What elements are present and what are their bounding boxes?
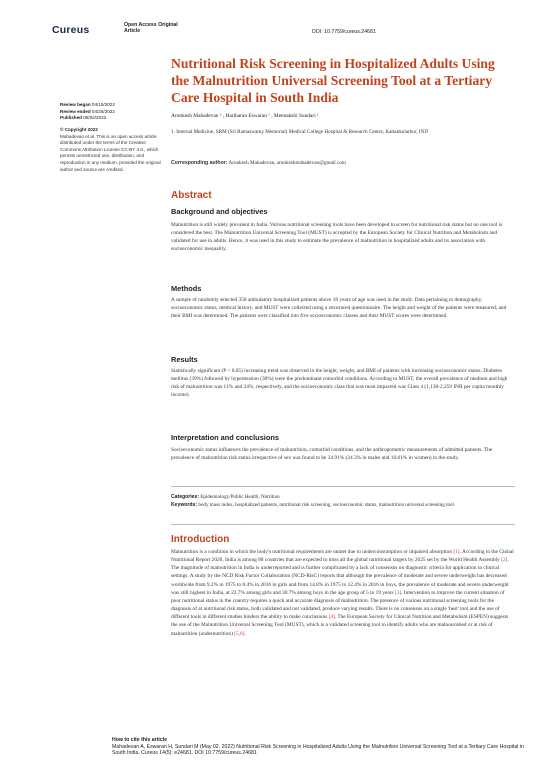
review-ended-date: 04/25/2022 — [91, 108, 115, 114]
reference-5-6-link[interactable]: [5,6] — [234, 630, 245, 637]
reference-4-link[interactable]: [4] — [328, 614, 335, 621]
doi[interactable]: DOI: 10.7759/cureus.24681 — [312, 28, 376, 35]
categories-value: Epidemiology/Public Health, Nutrition — [200, 494, 280, 500]
keywords-label: Keywords: — [171, 502, 198, 508]
author-list: Arunkesh Mahadevan ¹ , Hariharan Eswaran ¹ , Meenakshi Sundari ¹ — [171, 113, 319, 119]
reference-2-link[interactable]: [2] — [501, 557, 508, 564]
open-access-badge — [124, 22, 178, 35]
intro-text-4: . Intervention to improve the current situation of poor nutritional status in the country requires a quick and accurate diagnosis of malnutrition. The presence of various nutritional screening tools for the diagnosis of at nutritional risk status, both validated and not validated, produce varying results. There is no consensus on a single 'best' tool and the use of different tools in different studies hinders the ability to make conclusions — [171, 589, 505, 621]
how-to-cite-label: How to cite this article — [112, 737, 168, 743]
intro-text-2: . According to the Global Nutritional Report 2020, India is among 88 countries that are expected to miss all the global nutritional targets by 2025 set by the World Health Assembly — [171, 549, 514, 564]
introduction-text — [171, 548, 515, 638]
badge-line-2: Article — [124, 28, 141, 35]
keywords-value: body mass index, hospitalized patients, nutritional risk screening, socioeconomic status, malnutrition universal screening tool — [198, 502, 454, 508]
review-dates — [60, 102, 115, 122]
introduction-heading: Introduction — [171, 534, 230, 545]
interpretation-text: Socioeconomic status influences the prevalence of malnutrition, comorbid conditions, and the anthropometric measurements of admitted patients. The prevalence of malnutrition risk status irrespective of sex was found to be 34.91% (24.3% in males and 10.61% in women) in the study. — [171, 447, 493, 462]
published — [60, 115, 115, 122]
published-label: Published — [60, 115, 82, 121]
review-ended-label: Review ended — [60, 108, 91, 114]
background-heading: Background and objectives — [171, 207, 268, 216]
corresponding-author — [171, 160, 346, 166]
abstract-heading: Abstract — [171, 190, 212, 201]
results-text: Statistically significant (P < 0.05) increasing trend was observed in the height, weight, and BMI of patients with increasing socioeconomic status. Diabetes mellitus (39%) followed by hypertension (30%) were the predominant comorbid conditions. According to MUST, the overall prevalence of medium and high risk of malnutrition was 11% and 24%, respectively, and the socioeconomic class that was most impacted was Class 4 (1,130-2,259 INR per capita monthly income). — [171, 368, 508, 399]
review-began — [60, 102, 115, 109]
license-text: Mahadevan et al. This is an open access article distributed under the terms of the Creative Commons Attribution License CC-BY 4.0., which permits unrestricted use, distribution, and reproduction in any medium, provided the original author and source are credited. — [60, 133, 161, 172]
copyright-year: 2022 — [87, 127, 98, 132]
article-title: Nutritional Risk Screening in Hospitalized Adults Using the Malnutrition Universal Screening Tool at a Tertiary Care Hospital in South India — [171, 56, 495, 105]
how-to-cite — [112, 737, 532, 757]
reference-1-link[interactable]: [1] — [453, 549, 460, 555]
badge-line-1: Open Access Original — [124, 22, 178, 28]
review-ended — [60, 109, 115, 116]
results-heading: Results — [171, 355, 198, 364]
journal-logo: Cureus — [52, 24, 90, 36]
interpretation-heading: Interpretation and conclusions — [171, 433, 279, 442]
background-text: Malnutrition is still widely prevalent in India. Various nutritional screening tools have been developed to screen for nutritional risk status but no one tool is considered the best. The Malnutrition Universal Screening Tool (MUST) is accepted by the European Society for Clinical Nutrition and Metabolism and validated for use in adults. Hence, it was used in this study to estimate the prevalence of malnutrition in hospitalized adults and its association with socioeconomic inequality. — [171, 222, 503, 253]
methods-heading: Methods — [171, 284, 202, 293]
corresponding-value: Arunkesh Mahadevan, arunkeshmahadevan@gmail.com — [228, 160, 346, 166]
how-to-cite-text: Mahadevan A, Eswaran H, Sundari M (May 02, 2022) Nutritional Risk Screening in Hospitalized Adults Using the Malnutrition Universal Screening Tool at a Tertiary Care Hospital in South India. Cureus 14(5): e24681. DOI 10.7759/cureus.24681 — [112, 743, 524, 757]
intro-text-3: . The magnitude of malnutrition in India is underreported and is further complicated by a lack of consensus on diagnostic criteria for application in clinical settings. A study by the NCD Risk Factor Collaboration (NCD-RisC) reports that although the prevalence of moderate and severe underweight has decreased worldwide from 9.2% in 1975 to 8.4% in 2016 in girls and from 14.8% in 1975 to 12.4% in 2016 in boys, the prevalence of moderate and severe underweight was still highest in India, at 22.7% among girls and 30.7% among boys in the age group of 5 to 19 years — [171, 557, 509, 596]
methods-text: A sample of randomly selected 358 ambulatory hospitalized patients above 18 years of age was used in the study. Data pertaining to demography, socioeconomic status, medical history, and MUST were collected using a structured questionnaire. The height and weight of the patients were measured, and their BMI was determined. The patients were classified into five socioeconomic classes and their MUST scores were determined. — [171, 297, 507, 320]
divider-bottom — [171, 524, 515, 525]
corresponding-label: Corresponding author: — [171, 160, 228, 166]
intro-text-6: . — [244, 630, 246, 637]
review-began-label: Review began — [60, 102, 91, 107]
divider-top — [171, 486, 515, 487]
affiliation: 1. Internal Medicine, SRM (Sri Ramaswamy Memorial) Medical College Hospital & Research Centre, Kattankulathur, IND — [171, 129, 429, 135]
published-date: 05/02/2022 — [83, 115, 107, 121]
copyright-label: © Copyright — [60, 127, 87, 132]
categories — [171, 494, 515, 501]
copyright-block — [60, 127, 162, 173]
keywords — [171, 502, 515, 509]
intro-text-5: . The European Society for Clinical Nutrition and Metabolism (ESPEN) suggests the use of the Malnutrition Universal Screening Tool (MUST), which is a validated screening tool to identify adults who are malnourished or at risk of malnutrition (undernutrition) — [171, 614, 509, 637]
categories-label: Categories: — [171, 494, 200, 500]
intro-text-1: Malnutrition is a condition in which the body's nutritional requirements are unmet due to underconsumption or impaired absorption — [171, 549, 454, 555]
review-began-date: 04/15/2022 — [91, 102, 115, 107]
reference-3-link[interactable]: [3] — [394, 589, 402, 596]
copyright-line — [60, 127, 162, 134]
